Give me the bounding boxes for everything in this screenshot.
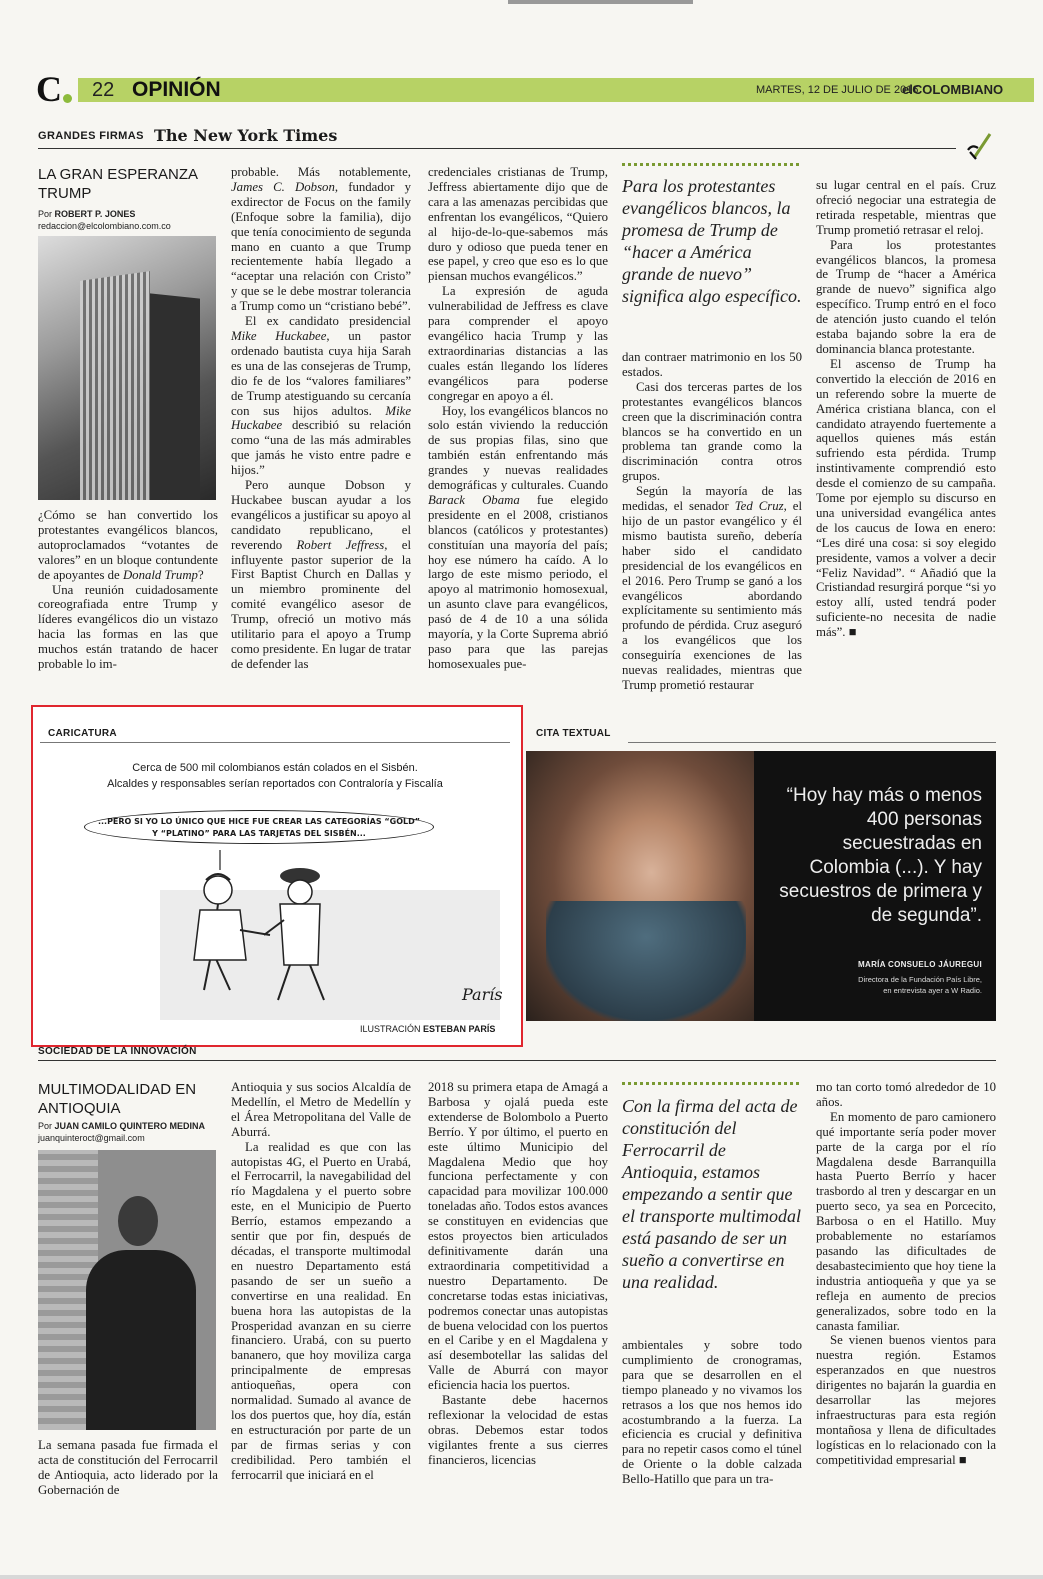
author-name: JUAN CAMILO QUINTERO MEDINA	[54, 1121, 206, 1131]
paragraph	[231, 165, 411, 314]
partner-name: The New York Times	[154, 126, 338, 145]
paragraph	[231, 314, 411, 478]
paragraph: ambientales y sobre todo cumplimiento de cronogramas, para que se desarrollen en el tiempo planeado y no vivamos los retrasos a los que nos hemos ido acostumbrando a la fuerza. La eficiencia es crucial y definitiva para no repetir casos como el túnel de Oriente o la doble calzada Bello-Hatillo que para un tra-	[622, 1338, 802, 1487]
brand-name: elCOLOMBIANO	[902, 82, 1004, 97]
paragraph: Para los protestantes evangélicos blancos, la promesa de Trump de “hacer a América grande de nuevo” significa algo específico. Trump entró en el foco de atención justo cuando el telón estaba bajando sobre la era de dominancia blanca protestante.	[816, 237, 996, 356]
cartoon-illustration	[160, 840, 500, 1020]
text-run: , un pastor ordenado bautista cuya hija Sarah es una de las consejeras de Trump, dio fe de los “valores familiares” de Trump atestiguando su cercanía con sus hijos adultos.	[231, 328, 412, 418]
author-email[interactable]: juanquinteroct@gmail.com	[38, 1133, 145, 1143]
byline-prefix: Por	[38, 209, 53, 219]
article-2-col-1	[38, 1438, 218, 1498]
top-edge-line	[508, 0, 693, 4]
pull-quote-rule	[622, 163, 800, 166]
speech-bubble	[84, 810, 434, 844]
text-run: Hoy, los evangélicos blancos no solo están viviendo la reducción de sus propias filas, sino que también están enfrentando más grandes y nuevas realidades demográficas y culturales. Cuando	[428, 403, 608, 493]
masthead	[36, 69, 1036, 109]
paragraph: La semana pasada fue firmada el acta de constitución del Ferrocarril de Antioquia, acto liderado por la Gobernación de	[38, 1438, 218, 1497]
paragraph: Bastante debe hacernos reflexionar la velocidad de estas obras. Debemos estar todos vigilantes frente a sus cierres financieros, licencias	[428, 1393, 608, 1467]
text-run: ?	[197, 567, 204, 582]
paragraph: 2018 su primera etapa de Amagá a Barbosa y ojalá pueda este extenderse de Bolombolo a Puerto Berrío. Y por último, el puerto en este último Municipio del Magdalena Medio que hoy funciona perfectamente y con capacidad para movilizar 100.000 toneladas año. Todos estos avances se constituyen en evidencias que estos proyectos bien articulados definitivamente darán una extraordinaria competitividad a nuestro Departamento. De concretarse todas estas iniciativas, podremos conectar unas autopistas de buena velocidad con los puertos en el Caribe y en el Magdalena y así desembotellar las salidas del Valle de Aburrá con mayor eficiencia hacia los puertos.	[428, 1080, 608, 1393]
paragraph: dan contraer matrimonio en los 50 estados.	[622, 350, 802, 379]
text-run: probable. Más notablemente,	[231, 165, 411, 179]
paragraph	[428, 404, 608, 672]
page-number: 22	[92, 79, 115, 101]
section-title: OPINIÓN	[132, 78, 221, 101]
text-run: Barack Obama	[428, 492, 520, 507]
paragraph: La realidad es que con las autopistas 4G, el Puerto en Urabá, el Ferrocarril, la navegabilidad del río Magdalena y el puerto sobre este, en el Municipio de Puerto Berrío, estamos empezando a sentir que por fin, después de décadas, el transporte multimodal en nuestro Departamento está pasando de ser un sueño a convertirse en una realidad. En buena hora las autopistas de la Prosperidad avanzan en su cierre financiero. Urabá, con su puerto bananero, que hoy moviliza carga principalmente de empresas antioqueñas, opera con normalidad. Sumado al avance de los dos puertos que, hoy día, están en estructuración por parte de un par de firmas serias y con credibilidad. Pero también el ferrocarril que iniciará en el	[231, 1139, 411, 1482]
credit-name: ESTEBAN PARÍS	[423, 1024, 496, 1034]
paragraph: Casi dos terceras partes de los protestantes evangélicos blancos creen que la discriminación contra blancos se ha convertido en un problema tan grande como la discriminación contra otros grupos.	[622, 379, 802, 484]
article-1-col-3	[428, 165, 608, 672]
article-1-col-5	[816, 178, 996, 640]
paragraph: Se vienen buenos vientos para nuestra región. Estamos esperanzados en que nuestros dirigentes no bajarán la guardia en desarrollar las mejores infraestructuras para esta región montañosa y llena de dificultades logísticas en lo relacionado con la competitividad empresarial ■	[816, 1333, 996, 1467]
article-2-col-4	[622, 1338, 802, 1487]
author-email[interactable]: redaccion@elcolombiano.com.co	[38, 221, 171, 231]
article-2-photo	[38, 1150, 216, 1430]
paragraph: El ascenso de Trump ha convertido la elección de 2016 en un referendo sobre la muerte de América cristiana blanca, con el candidato atrayendo fuertemente a aquellos quienes más están sufriendo esta pérdida. Trump instintivamente comprendió esto desde el comienzo de su campaña. Tome por ejemplo su discurso en una universidad evangélica antes de los caucus de Iowa en enero: “Les diré una cosa: si soy elegido presidente, vamos a volver a decir “Feliz Navidad”. “ Añadió que la Cristiandad resurgirá porque “si yo estoy allí, usted tendrá poder suficiente-no necesita de nadie más”. ■	[816, 357, 996, 640]
author-name: ROBERT P. JONES	[54, 209, 136, 219]
paragraph	[622, 484, 802, 693]
text-run: Mike Huckabee	[231, 328, 327, 343]
cita-quote: “Hoy hay más o menos 400 personas secuestradas en Colombia (...). Y hay secuestros de primera y de segunda”.	[779, 785, 982, 926]
scarf-image	[546, 901, 746, 1021]
pen-icon	[960, 130, 998, 160]
paragraph: mo tan corto tomó alrededor de 10 años.	[816, 1080, 996, 1109]
role-line-1: Directora de la Fundación País Libre,	[858, 975, 982, 984]
article-1-byline	[38, 208, 223, 220]
caricatura-headline-1: Cerca de 500 mil colombianos están colados en el Sisbén.	[132, 762, 418, 774]
text-run: El ex candidato presidencial	[245, 314, 411, 329]
paragraph: su lugar central en el país. Cruz ofreció negociar una estrategia de retirada respetable, mientras que Trump prometió retrasar el reloj.	[816, 178, 996, 237]
bottom-edge	[0, 1575, 1043, 1579]
caricatura-headline-2: Alcaldes y responsables serían reportados con Contraloría y Fiscalía	[107, 778, 443, 790]
article-1-kicker: LA GRAN ESPERANZA TRUMP	[38, 166, 198, 202]
paragraph	[38, 508, 218, 583]
logo-letter: C	[36, 69, 62, 109]
edition-date: MARTES, 12 DE JULIO DE 2016	[756, 84, 919, 96]
paragraph: En momento de paro camionero qué importante sería poder mover parte de la carga por el río Magdalena desde Barranquilla hasta Puerto Berrío y hacer trasbordo al tren y descargar en un puerto seco, ya sea en Porcecito, Barbosa o en el Hatillo. Muy probablemente no estaríamos pasando las dificultades de desabastecimiento que hoy tiene la industria antioqueña y que ya se refleja en aumento de precios generalizados, sobre todo en la canasta familiar.	[816, 1109, 996, 1333]
text-run: Según la mayoría de las medidas, el senador	[622, 484, 802, 514]
article-1-pull-quote: Para los protestantes evangélicos blancos, la promesa de Trump de “hacer a América grande de nuevo” significa algo específico.	[622, 176, 802, 306]
paragraph: credenciales cristianas de Trump, Jeffress abiertamente dijo que de cara a las amenazas percibidas que enfrentan los evangélicos, “Quiero al hijo-de-lo-que-sabemos más duro y odioso que pueda tener en ese papel, y creo que eso es lo que piensan muchos evangélicos.”	[428, 165, 608, 284]
bubble-line-2: Y “PLATINO” PARA LAS TARJETAS DEL SISBÉN...	[152, 829, 366, 838]
section-rule	[38, 148, 956, 149]
text-run: ¿Cómo se han convertido los protestantes evangélicos blancos, autoproclamados “votantes de valores” en un bloque contundente de apoyantes de	[38, 508, 218, 582]
text-run: fue elegido presidente en el 2008, cristianos blancos (católicos y protestantes) constituían una mayoría del país; hoy ese número ha caído. A lo largo de este mismo periodo, el apoyo al matrimonio homosexual, un asunto clave para evangélicos, pasó de 4 de 10 a una sólida mayoría, y la Corte Suprema abrió paso para que las parejas homosexuales pue-	[428, 492, 608, 671]
paragraph	[231, 478, 411, 672]
bottom-section-label: SOCIEDAD DE LA INNOVACIÓN	[38, 1046, 197, 1057]
text-run: Pero aunque Dobson y Huckabee buscan ayudar a los evangélicos a justificar su apoyo al candidato republicano, el reverendo	[231, 478, 411, 552]
role-line-2: en entrevista ayer a W Radio.	[883, 986, 982, 995]
cita-rule	[628, 742, 996, 743]
article-2-kicker: MULTIMODALIDAD EN ANTIOQUIA	[38, 1081, 197, 1117]
text-run: Robert Jeffress	[296, 537, 385, 552]
paragraph: Antioquia y sus socios Alcaldía de Medellín, el Metro de Medellín y el Área Metropolitana del Valle de Aburrá.	[231, 1080, 411, 1139]
article-1-col-2	[231, 165, 411, 672]
person-body-image	[86, 1250, 196, 1430]
artist-signature: París	[462, 985, 503, 1004]
article-1-col-4	[622, 350, 802, 693]
logo-dot-icon	[63, 94, 72, 103]
text-run: , fundador y exdirector de Focus on the family (Enfoque sobre la familia), dijo que tenía conocimiento de segunda mano en cuanto a que Trump recientemente había llegado a “aceptar una relación con Cristo” y que se le debe mostrar tolerancia a Trump como un “cristiano bebé”.	[231, 179, 411, 314]
article-1-col-1	[38, 508, 218, 672]
text-run: Mike Huckabee	[231, 403, 411, 433]
caricatura-label: CARICATURA	[48, 728, 117, 739]
person-head-image	[118, 1196, 158, 1246]
text-run: Ted Cruz	[734, 499, 784, 514]
paragraph: La expresión de aguda vulnerabilidad de Jeffress es clave para comprender el apoyo evangélico hacia Trump y las extraordinarias distancias a las cuales están llegando los líderes evangélicos para poderse congregar en apoyo a él.	[428, 284, 608, 403]
speaker-role	[760, 974, 982, 996]
article-1-photo	[38, 236, 216, 500]
text-run: James C. Dobson	[231, 179, 335, 194]
text-run: Donald Trump	[122, 567, 198, 582]
skyscraper-shadow	[150, 293, 200, 500]
article-2-col-5	[816, 1080, 996, 1468]
bottom-section-rule	[38, 1060, 996, 1061]
illustration-credit	[360, 1024, 495, 1034]
byline-prefix: Por	[38, 1121, 53, 1131]
text-run: , el influyente pastor superior de la First Baptist Church en Dallas y un miembro prominente del comité evangélico asesor de Trump, ofreció un motivo más utilitario para el apoyo a Trump como presidente. En lugar de tratar de defender las	[231, 537, 411, 671]
speaker-name: MARÍA CONSUELO JÁUREGUI	[858, 960, 982, 969]
bubble-line-1: ...PERO SI YO LO ÚNICO QUE HICE FUE CREAR LAS CATEGORÍAS “GOLD”	[97, 817, 421, 826]
caricatura-rule	[40, 742, 510, 743]
article-2-byline	[38, 1120, 228, 1132]
text-run: describió su relación como “una de las más admirables que jamás he visto entre padre e hijos.”	[231, 418, 411, 478]
pull-quote-rule	[622, 1082, 800, 1085]
article-2-col-2	[231, 1080, 411, 1482]
credit-prefix: ILUSTRACIÓN	[360, 1024, 421, 1034]
speaker-photo	[526, 751, 754, 1021]
text-run: , el hijo de un pastor evangélico y él mismo bautista sureño, debería haber sido el candidato presidencial de los evangélicos en el 2016. Pero Trump se ganó a los evangélicos abordando explícitamente su sentimiento más profundo de pérdida. Cruz aseguró a los evangélicos que los conseguiría exenciones de las nuevas realidades, mientras que Trump prometió restaurar	[622, 499, 802, 692]
skyscraper-image	[80, 271, 150, 500]
cita-label: CITA TEXTUAL	[536, 728, 611, 739]
paragraph: Una reunión cuidadosamente coreografiada entre Trump y líderes evangélicos dio un vistazo hacia las formas en las que muchos están tratando de hacer probable lo im-	[38, 582, 218, 672]
article-2-col-3	[428, 1080, 608, 1468]
article-2-pull-quote: Con la firma del acta de constitución del Ferrocarril de Antioquia, estamos empezando a sentir que el transporte multimodal está pasando de ser un sueño a convertirse en una realidad.	[622, 1096, 801, 1292]
section-label: GRANDES FIRMAS	[38, 130, 144, 142]
